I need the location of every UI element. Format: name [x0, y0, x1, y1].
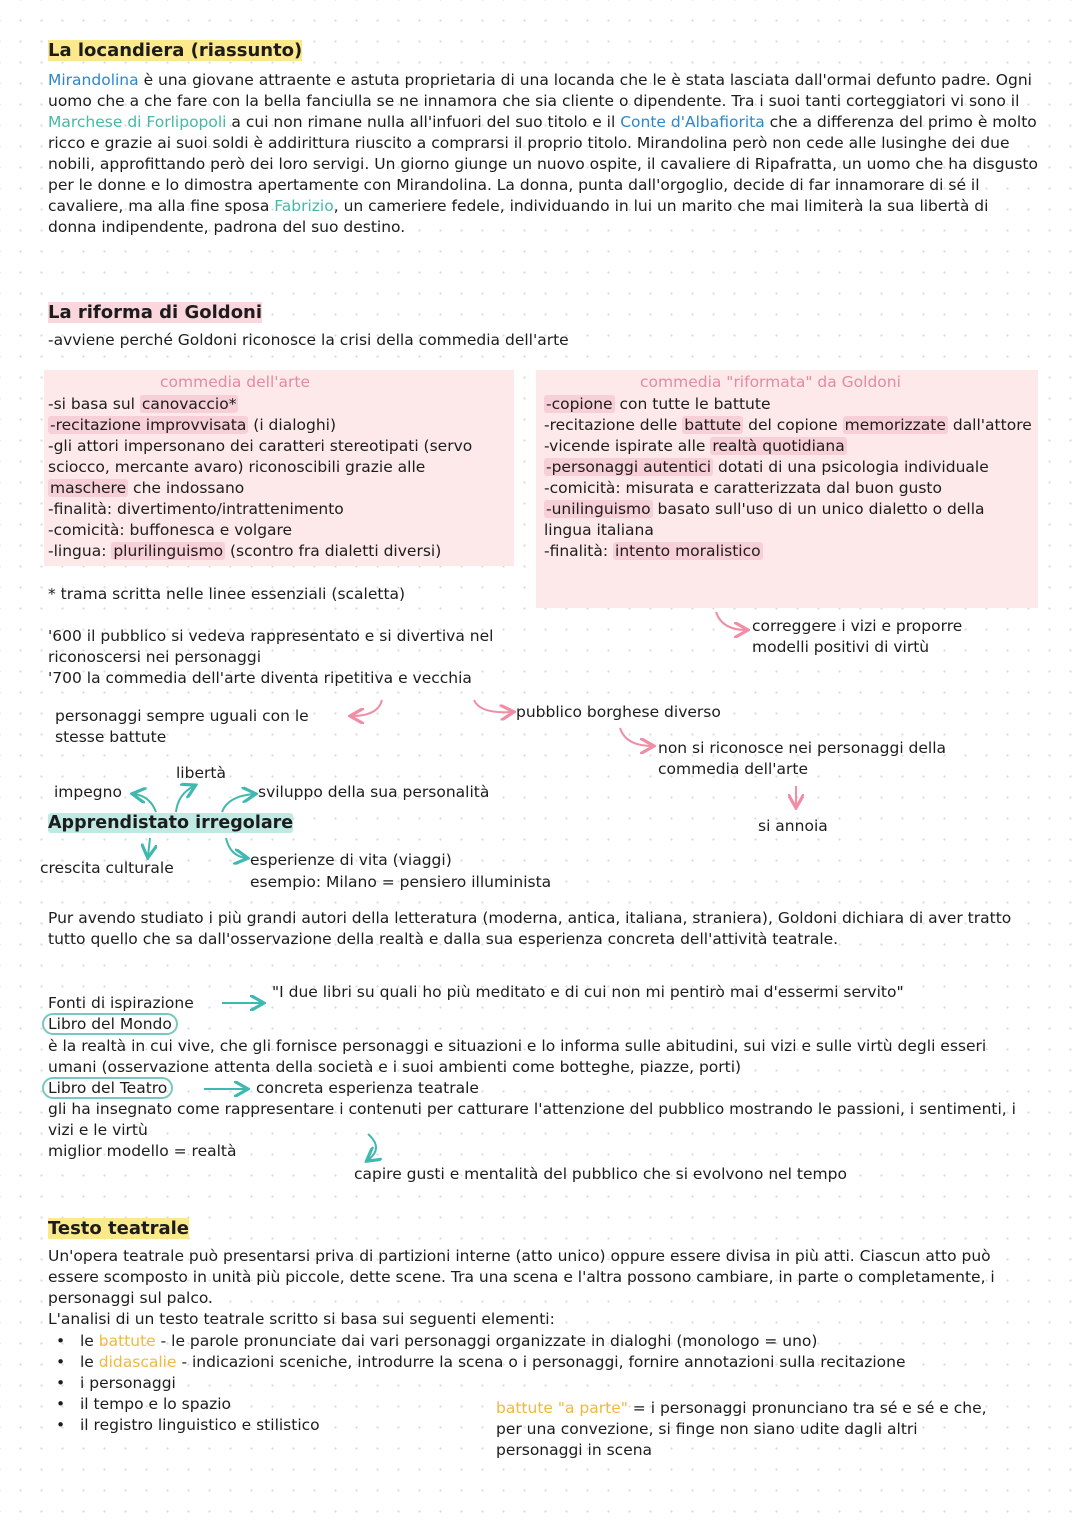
si-annoia: si annoia — [758, 817, 828, 835]
libro-teatro-desc: gli ha insegnato come rappresentare i contenuti per catturare l'attenzione del pubblico mostrando le passioni, i sentimenti, i vizi e le virtù — [48, 1100, 1016, 1139]
rif-item-1: -copione con tutte le battute — [546, 395, 771, 413]
bullet-battute: • le battute - le parole pronunciate dai vari personaggi organizzate in dialoghi (monologo = uno) — [56, 1332, 818, 1350]
rif-item-7: -finalità: intento moralistico — [544, 542, 761, 560]
crescita-label: crescita culturale — [40, 859, 174, 877]
rif-item-4: -personaggi autentici dotati di una psicologia individuale — [546, 458, 989, 476]
summary-paragraph — [48, 70, 1038, 238]
arrow-app-sviluppo — [222, 794, 254, 812]
name-fabrizio: Fabrizio — [274, 197, 334, 215]
arte-item-4: -finalità: divertimento/intrattenimento — [48, 500, 344, 518]
arte-item-3: -gli attori impersonano dei caratteri stereotipati (servo sciocco, mercante avaro) riconoscibili grazie alle maschere che indossano — [48, 437, 473, 497]
arrow-vecchia-pubblico — [474, 700, 512, 712]
summary-text-3: che a differenza del primo è molto ricco e grazie ai suoi soldi è addirittura riuscito a comprarsi il proprio titolo. Mirandolina però non cede alle lusinghe dei due nobili, approfittando però dei loro servigi. Un giorno giunge un nuovo ospite, il cavaliere di Ripafratta, un uomo che ha disgusto per le donne e lo dimostra apertamente con Mirandolina. La donna, punta dall'orgoglio, decide di far innamorare di sé il cavaliere, ma alla fine sposa — [48, 113, 1038, 215]
summary-text-4: , un cameriere fedele, individuando in lui un marito che mai limiterà la sua libertà di donna indipendente, padrona del suo destino. — [48, 197, 989, 236]
libro-mondo-label: Libro del Mondo — [42, 1014, 178, 1035]
bullet-tempo-spazio: • il tempo e lo spazio — [56, 1395, 232, 1413]
rif-item-6: -unilinguismo basato sull'uso di un unico dialetto o della lingua italiana — [544, 500, 985, 539]
pubblico-borghese: pubblico borghese diverso — [516, 703, 721, 721]
arte-item-6: -lingua: plurilinguismo (scontro fra dialetti diversi) — [48, 542, 442, 560]
commedia-riformata-list — [544, 394, 1036, 562]
non-riconosce: non si riconosce nei personaggi della commedia dell'arte — [658, 739, 947, 778]
settecento-note: '700 la commedia dell'arte diventa ripetitiva e vecchia — [48, 669, 472, 687]
apprendistato-label: Apprendistato irregolare — [48, 813, 294, 833]
summary-title — [48, 40, 302, 61]
personaggi-uguali: personaggi sempre uguali con le stesse battute — [55, 707, 309, 746]
arrow-intento-correggere — [716, 612, 746, 630]
commedia-arte-list — [48, 394, 510, 562]
riforma-title — [48, 302, 262, 323]
pur-avendo-paragraph: Pur avendo studiato i più grandi autori della letteratura (moderna, antica, italiana, straniera), Goldoni dichiara di aver tratto tutto quello che sa dall'osservazione della realtà e dalla sua esperienza concreta dell'attività teatrale. — [48, 909, 1012, 948]
concreta-esperienza: concreta esperienza teatrale — [256, 1079, 479, 1097]
bullet-didascalie: • le didascalie - indicazioni sceniche, introdurre la scena o i personaggi, fornire annotazioni sulla recitazione — [56, 1353, 906, 1371]
rif-item-3: -vicende ispirate alle realtà quotidiana — [544, 437, 845, 455]
goldoni-quote: "I due libri su quali ho più meditato e di cui non mi pentirò mai d'essermi servito" — [272, 983, 904, 1001]
riforma-intro: -avviene perché Goldoni riconosce la crisi della commedia dell'arte — [48, 331, 569, 349]
commedia-arte-title: commedia dell'arte — [160, 373, 311, 391]
summary-text-1: è una giovane attraente e astuta proprietaria di una locanda che le è stata lasciata dall'ormai defunto padre. Ogni uomo che a che fare con la bella fanciulla se ne innamora che sia cliente o dipendente. Tra i suoi tanti corteggiatori vi sono il — [48, 71, 1032, 110]
commedia-riformata-title: commedia "riformata" da Goldoni — [640, 373, 901, 391]
name-mirandolina: Mirandolina — [48, 71, 139, 89]
name-conte: Conte d'Albafiorita — [620, 113, 765, 131]
rif-item-2: -recitazione delle battute del copione memorizzate dall'attore — [544, 416, 1032, 434]
arte-item-1: -si basa sul canovaccio* — [48, 395, 237, 413]
arrow-app-liberta — [176, 786, 194, 812]
sviluppo-label: sviluppo della sua personalità — [258, 783, 490, 801]
bullet-registro: • il registro linguistico e stilistico — [56, 1416, 320, 1434]
capire-gusti: capire gusti e mentalità del pubblico che si evolvono nel tempo — [354, 1165, 847, 1183]
analisi-intro: L'analisi di un testo teatrale scritto si basa sui seguenti elementi: — [48, 1310, 555, 1328]
impegno-label: impegno — [54, 783, 122, 801]
testo-teatrale-title: Testo teatrale — [48, 1218, 190, 1239]
miglior-modello: miglior modello = realtà — [48, 1142, 237, 1160]
riforma-title-text: La riforma di Goldoni — [48, 302, 263, 323]
arrow-vecchia-personaggi — [352, 700, 382, 716]
summary-title-text: La locandiera (riassunto) — [48, 40, 303, 61]
esperienze-label: esperienze di vita (viaggi) — [250, 851, 452, 869]
summary-text-2: a cui non rimane nulla all'infuori del suo titolo e il — [226, 113, 621, 131]
arte-item-5: -comicità: buffonesca e volgare — [48, 521, 293, 539]
arrow-pubblico-riconosce — [620, 728, 652, 746]
arrow-app-crescita — [148, 838, 150, 856]
arrow-app-esperienze — [226, 838, 246, 858]
libro-mondo-desc: è la realtà in cui vive, che gli fornisce personaggi e situazioni e lo informa sulle abitudini, sui vizi e sulle virtù degli esseri umani (osservazione attenta della società e i suoi ambienti come botteghe, piazze, porti) — [48, 1037, 987, 1076]
libro-teatro-label: Libro del Teatro — [42, 1078, 173, 1099]
fonti-label: Fonti di ispirazione — [48, 994, 194, 1012]
correggere-vizi: correggere i vizi e proporre modelli positivi di virtù — [752, 617, 963, 656]
testo-teatrale-paragraph: Un'opera teatrale può presentarsi priva di partizioni interne (atto unico) oppure essere divisa in più atti. Ciascun atto può essere scomposto in unità più piccole, dette scene. Tra una scena e l'altra possono cambiare, in parte o completamente, i personaggi sul palco. — [48, 1247, 995, 1307]
battute-a-parte: battute "a parte" = i personaggi pronunciano tra sé e sé e che, per una convezione, si finge non siano udite dagli altri personaggi in scena — [496, 1399, 987, 1459]
footnote-canovaccio: * trama scritta nelle linee essenziali (scaletta) — [48, 585, 406, 603]
liberta-label: libertà — [176, 764, 226, 782]
bullet-personaggi: • i personaggi — [56, 1374, 176, 1392]
esempio-label: esempio: Milano = pensiero illuminista — [250, 873, 552, 891]
rif-item-5: -comicità: misurata e caratterizzata dal buon gusto — [544, 479, 942, 497]
seicento-note: '600 il pubblico si vedeva rappresentato e si divertiva nel riconoscersi nei personaggi — [48, 627, 494, 666]
name-marchese: Marchese di Forlipopoli — [48, 113, 227, 131]
arte-item-2: -recitazione improvvisata (i dialoghi) — [50, 416, 337, 434]
arrow-app-impegno — [134, 794, 156, 812]
